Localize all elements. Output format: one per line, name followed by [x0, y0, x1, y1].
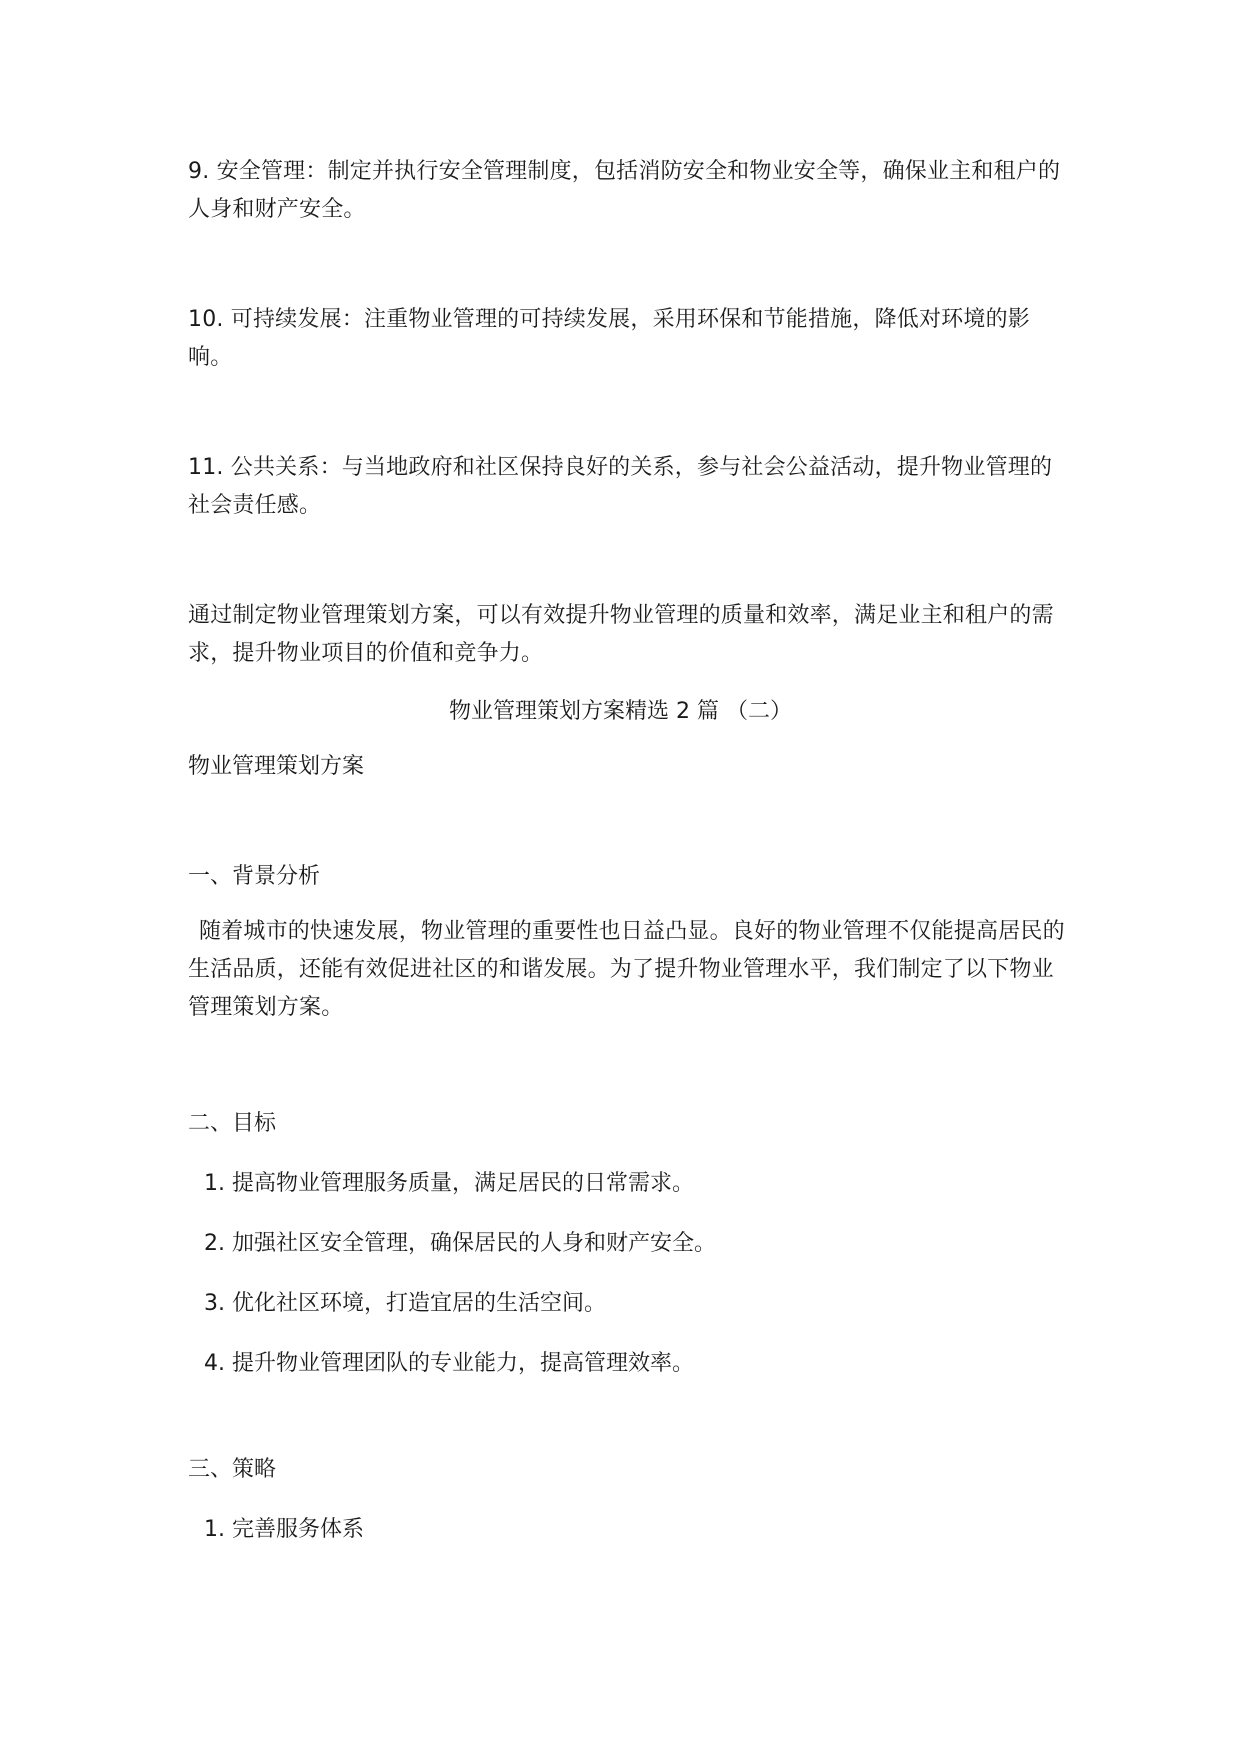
- background-heading: 一、背景分析: [188, 864, 321, 889]
- part-two-title: 物业管理策划方案精选 2 篇 （二）: [449, 699, 792, 724]
- paragraph-summary: 通过制定物业管理策划方案，可以有效提升物业管理的质量和效率，满足业主和租户的需求，提升物业项目的价值和竞争力。: [188, 603, 1054, 666]
- goals-heading: 二、目标: [188, 1111, 277, 1136]
- strategy-item: 1. 完善服务体系: [204, 1517, 364, 1542]
- goal-item: 2. 加强社区安全管理，确保居民的人身和财产安全。: [204, 1231, 716, 1256]
- goal-item: 4. 提升物业管理团队的专业能力，提高管理效率。: [204, 1351, 694, 1376]
- doc-title: 物业管理策划方案: [188, 754, 365, 779]
- background-text: 随着城市的快速发展，物业管理的重要性也日益凸显。良好的物业管理不仅能提高居民的生活品质，还能有效促进社区的和谐发展。为了提升物业管理水平，我们制定了以下物业管理策划方案。: [188, 919, 1065, 1020]
- goal-item: 1. 提高物业管理服务质量，满足居民的日常需求。: [204, 1171, 694, 1196]
- goal-item: 3. 优化社区环境，打造宜居的生活空间。: [204, 1291, 606, 1316]
- strategy-heading: 三、策略: [188, 1457, 277, 1482]
- paragraph-public-relations: 11. 公共关系：与当地政府和社区保持良好的关系，参与社会公益活动，提升物业管理的社会责任感。: [188, 455, 1053, 518]
- paragraph-sustainable-development: 10. 可持续发展：注重物业管理的可持续发展，采用环保和节能措施，降低对环境的影响。: [188, 307, 1030, 370]
- paragraph-safety-management: 9. 安全管理：制定并执行安全管理制度，包括消防安全和物业安全等，确保业主和租户的人身和财产安全。: [188, 159, 1061, 222]
